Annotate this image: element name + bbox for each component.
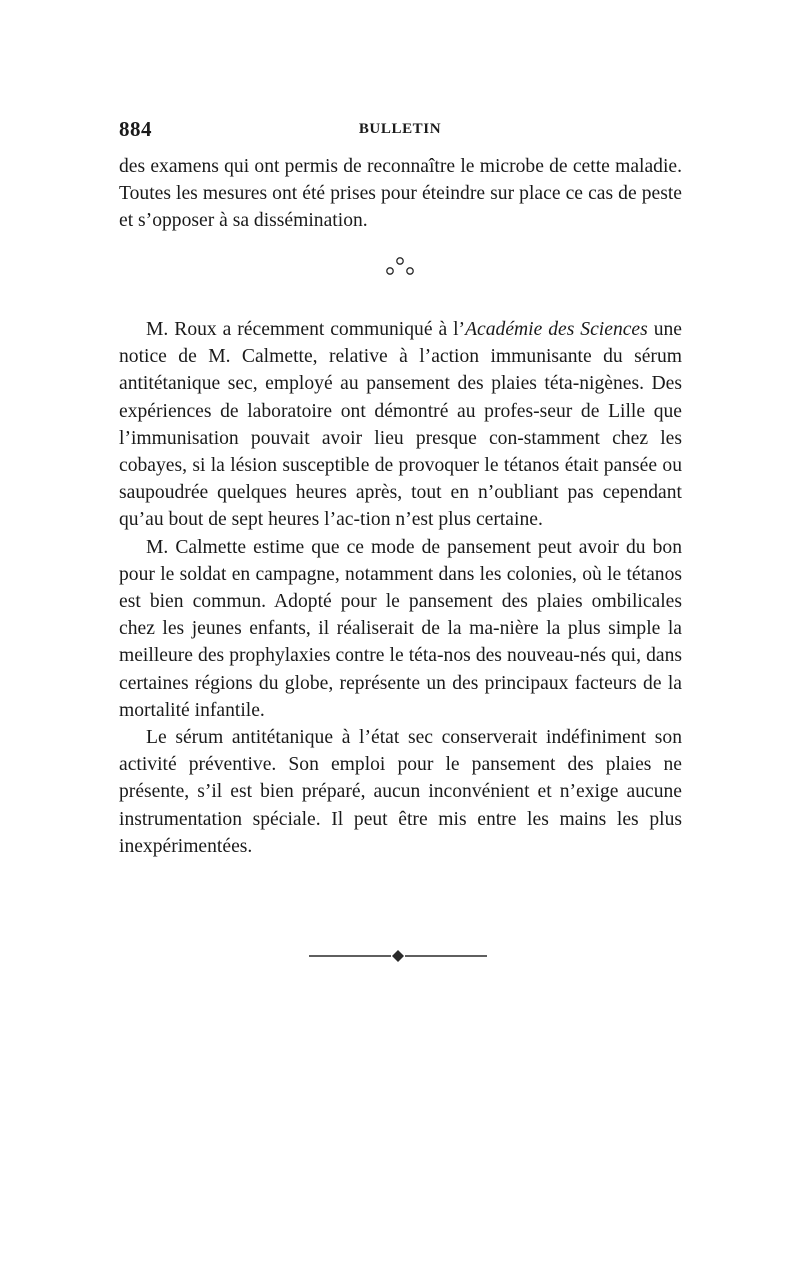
academy-title: Académie des Sciences (465, 319, 648, 340)
running-head: BULLETIN (358, 121, 442, 137)
paragraph-calmette: M. Calmette estime que ce mode de pansement peut avoir du bon pour le soldat en campagne, notamment dans les colonies, où le tétanos est bien commun. Adopté pour le pansement des plaies ombilicales chez les jeunes enfants, il réaliserait de la ma-nière la plus simple la meilleure des prophylaxies contre le téta-nos des nouveau-nés qui, dans certaines régions du globe, représente un des principaux facteurs de la mortalité infantile. (119, 536, 682, 721)
paragraph-roux-lead: M. Roux a récemment communiqué à l’ (146, 319, 466, 340)
opening-paragraph-block (119, 153, 682, 235)
paragraph-serum: Le sérum antitétanique à l’état sec conserverait indéfiniment son activité préventive. Son emploi pour le pansement des plaies ne présente, s’il est bien préparé, aucun inconvénient et n’exige aucune instrumentation spéciale. Il peut être mis entre les mains les plus inexpérimentées. (119, 727, 682, 857)
article-body (119, 316, 682, 860)
paragraph-roux-body: une notice de M. Calmette, relative à l’action immunisante du sérum antitétanique sec, employé au pansement des plaies téta-nigènes. Des expériences de laboratoire ont démontré au profes-seur de Lille que l’immunisation pouvait avoir lieu presque con-stamment chez les cobayes, si la lésion susceptible de provoquer le tétanos était pansée ou saupoudrée quelques heures après, tout en n’oubliant pas cependant qu’au bout de sept heures l’ac-tion n’est plus certaine. (119, 319, 682, 531)
diamond-rule-ornament (309, 948, 487, 964)
opening-paragraph: des examens qui ont permis de reconnaître le microbe de cette maladie. Toutes les mesures ont été prises pour éteindre sur place ce cas de peste et s’opposer à sa dissémination. (119, 156, 682, 232)
asterism-icon (380, 254, 420, 280)
page-number: 884 (119, 117, 152, 141)
paragraph-roux (119, 316, 682, 534)
